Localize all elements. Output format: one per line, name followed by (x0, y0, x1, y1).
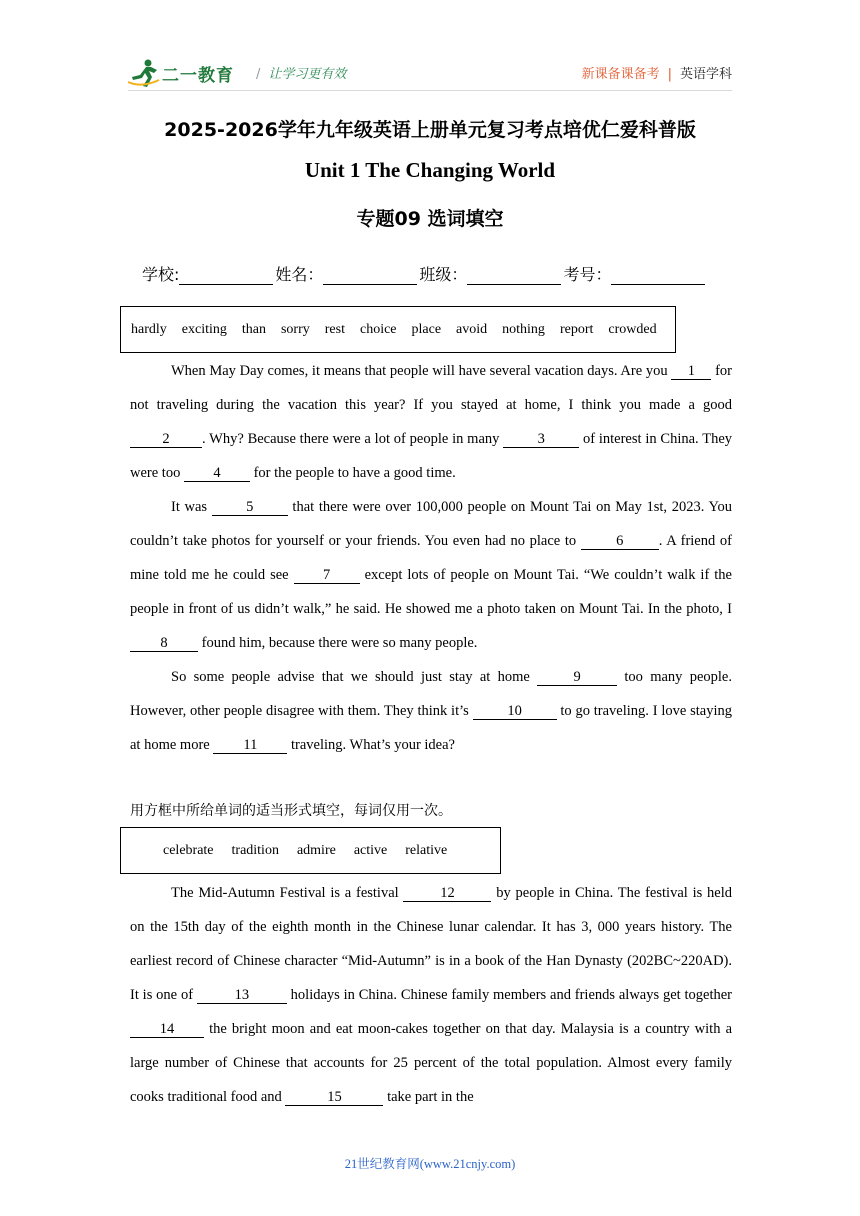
word-option: hardly (131, 321, 167, 337)
blank-14[interactable]: 14 (130, 1021, 204, 1038)
passage-text: found him, because there were so many people. (198, 635, 478, 651)
passage-text: It was (171, 499, 212, 515)
word-option: celebrate (163, 842, 214, 858)
logo-text: 二一教育 (162, 65, 234, 86)
word-option: relative (405, 842, 448, 858)
passage-2 (130, 876, 732, 1114)
word-option: crowded (608, 321, 657, 337)
word-option: sorry (280, 321, 310, 337)
word-option: choice (359, 321, 397, 337)
word-option: active (353, 842, 388, 858)
blank-6[interactable]: 6 (581, 533, 659, 550)
name-label: 姓名： (275, 265, 324, 284)
passage-1-paragraph-1 (130, 354, 732, 490)
word-option: than (241, 321, 266, 337)
word-box-2 (120, 827, 501, 874)
passage-text: that there were over 100,000 people on Mount Tai on May 1st, 2023. You couldn’t take photos for yourself or your friends. You even had no place to (130, 499, 732, 549)
slogan-text: 让学习更有效 (268, 67, 347, 82)
blank-4[interactable]: 4 (184, 465, 250, 482)
name-field[interactable] (323, 266, 417, 285)
blank-9[interactable]: 9 (537, 669, 617, 686)
blank-2[interactable]: 2 (130, 431, 202, 448)
word-option: report (559, 321, 594, 337)
runner-logo-icon (128, 58, 160, 88)
passage-text: So some people advise that we should just stay at home (171, 669, 538, 685)
header-divider (128, 90, 732, 91)
passage-1-paragraph-2 (130, 490, 732, 660)
blank-12[interactable]: 12 (403, 885, 491, 902)
blank-8[interactable]: 8 (130, 635, 198, 652)
word-option: tradition (231, 842, 279, 858)
passage-text: traveling. What’s your idea? (287, 737, 455, 753)
school-label: 学校: (142, 265, 180, 284)
passage-text: The Mid-Autumn Festival is a festival (171, 885, 404, 901)
blank-7[interactable]: 7 (294, 567, 360, 584)
passage-text: to go traveling. I love staying at home more (130, 703, 732, 753)
word-box-1 (120, 306, 676, 353)
passage-1-paragraph-3 (130, 660, 732, 762)
passage-text: . Why? Because there were a lot of people in many (202, 431, 504, 447)
school-field[interactable] (179, 266, 273, 285)
passage-text: for the people to have a good time. (249, 465, 456, 481)
header-separator: | (667, 67, 672, 82)
word-option: admire (296, 842, 336, 858)
passage-text: of interest in China. They were too (130, 431, 732, 481)
passage-text: . A friend of mine told me he could see (130, 533, 732, 583)
slogan: / 让学习更有效 (256, 67, 347, 82)
word-option: avoid (456, 321, 488, 337)
word-option: nothing (502, 321, 545, 337)
word-option: rest (324, 321, 345, 337)
class-field[interactable] (467, 266, 561, 285)
passage-text: except lots of people on Mount Tai. “We couldn’t walk if the people in front of us didn’t walk,” he said. He showed me a photo taken on Mount Tai. In the photo, I (130, 567, 732, 617)
passage-text: for not traveling during the vacation this year? If you stayed at home, I think you made a good (130, 363, 732, 413)
blank-15[interactable]: 15 (285, 1089, 383, 1106)
page-header (128, 55, 732, 91)
topic-title: 专题09 选词填空 (356, 208, 504, 230)
instruction: 用方框中所给单词的适当形式填空，每词仅用一次。 (130, 803, 452, 819)
page-footer: 21世纪教育网(www.21cnjy.com) (344, 1157, 516, 1171)
exam-no-field[interactable] (611, 266, 705, 285)
passage-text: the bright moon and eat moon-cakes together on that day. Malaysia is a country with a large number of Chinese that accounts for 25 percent of the total population. Almost every family cooks traditional food and (130, 1021, 732, 1105)
blank-13[interactable]: 13 (197, 987, 287, 1004)
passage-text: by people in China. The festival is held on the 15th day of the eighth month in the Chinese lunar calendar. It has 3, 000 years history. The earliest record of Chinese character “Mid-Autumn” is in a book of the Han Dynasty (202BC~220AD). It is one of (130, 885, 732, 1003)
passage-2-paragraph-1 (130, 876, 732, 1114)
passage-text: too many people. However, other people disagree with them. They think it’s (130, 669, 732, 719)
passage-text: holidays in China. Chinese family members and friends always get together (286, 987, 732, 1003)
header-subject (582, 63, 732, 82)
word-option: exciting (181, 321, 227, 337)
blank-3[interactable]: 3 (503, 431, 579, 448)
blank-1[interactable]: 1 (671, 363, 711, 380)
logo (128, 57, 234, 89)
blank-10[interactable]: 10 (473, 703, 557, 720)
exam-no-label: 考号： (563, 265, 612, 284)
doc-title: 2025-2026学年九年级英语上册单元复习考点培优仁爱科普版 (164, 119, 696, 141)
passage-text: take part in the (383, 1089, 474, 1105)
passage-text: When May Day comes, it means that people will have several vacation days. Are you (171, 363, 672, 379)
passage-1 (130, 354, 732, 762)
word-option: place (411, 321, 442, 337)
blank-11[interactable]: 11 (213, 737, 287, 754)
student-info-row (142, 262, 707, 285)
unit-title: Unit 1 The Changing World (304, 158, 556, 182)
header-category: 新课备课备考 (581, 67, 660, 82)
class-label: 班级： (419, 265, 468, 284)
header-subject-name: 英语学科 (679, 67, 732, 82)
blank-5[interactable]: 5 (212, 499, 288, 516)
